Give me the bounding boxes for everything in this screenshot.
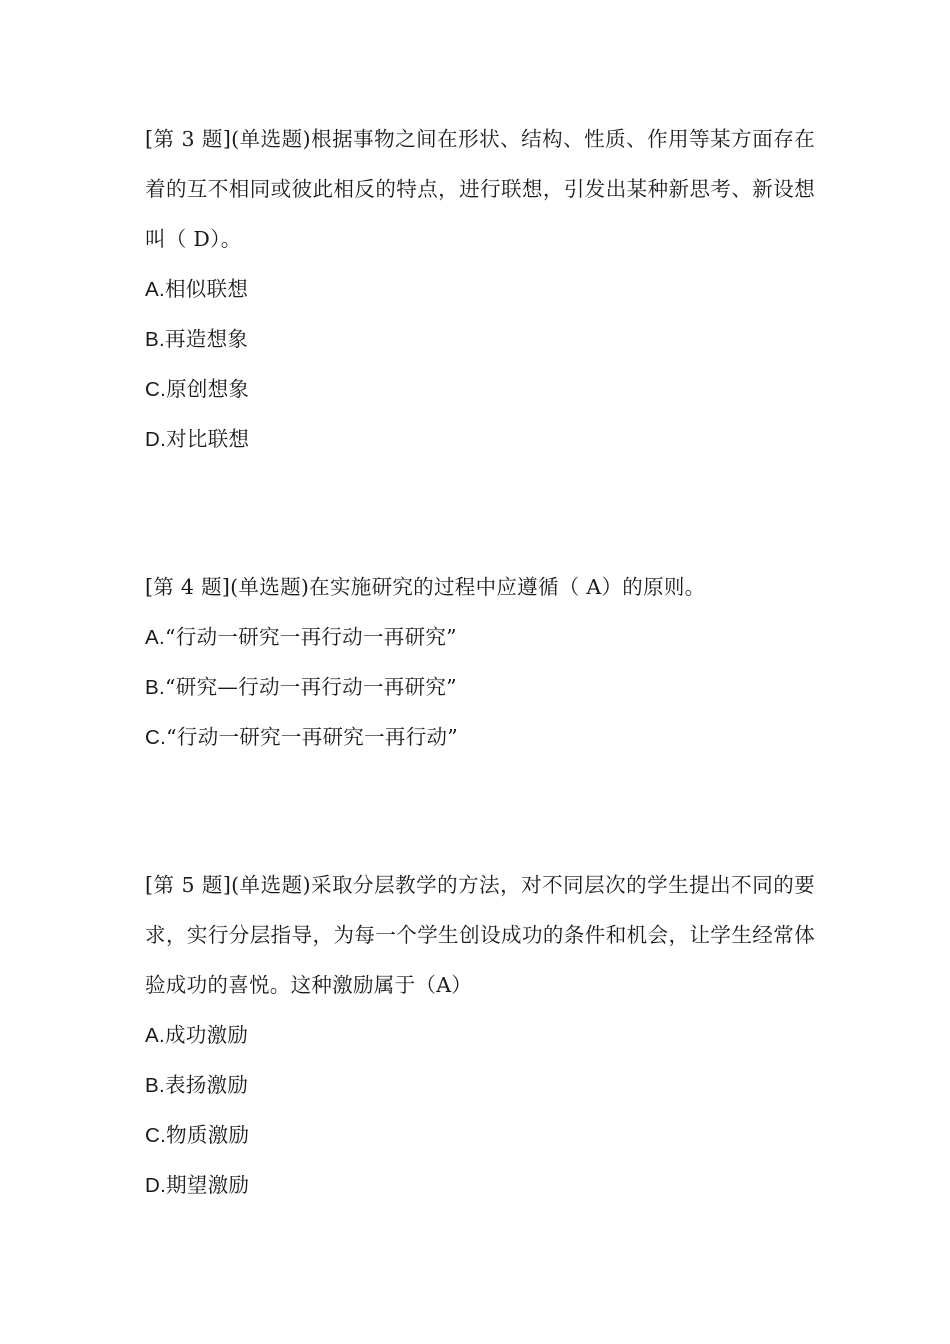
option-a (145, 612, 815, 662)
question-4-stem: [第 4 题](单选题)在实施研究的过程中应遵循（ A）的原则。 (145, 575, 706, 599)
question-5-options (145, 1010, 815, 1210)
option-text: 成功激励 (164, 1023, 249, 1047)
option-letter: C. (145, 1124, 167, 1147)
option-c (145, 1110, 815, 1160)
option-text: 表扬激励 (164, 1073, 249, 1097)
option-letter: B. (145, 1074, 165, 1097)
option-a (145, 264, 815, 314)
option-letter: A. (145, 1024, 165, 1047)
question-4-options (145, 612, 815, 762)
option-b (145, 314, 815, 364)
option-text: 再造想象 (164, 327, 249, 351)
option-text: “研究—行动一再行动一再研究” (164, 675, 457, 699)
option-text: 相似联想 (164, 277, 249, 301)
option-letter: D. (145, 1174, 167, 1197)
option-letter: D. (145, 428, 167, 451)
option-text: 原创想象 (166, 377, 250, 401)
question-3 (145, 114, 815, 464)
option-c (145, 712, 815, 762)
option-text: “行动一研究一再研究一再行动” (166, 725, 459, 749)
option-c (145, 364, 815, 414)
option-b (145, 1060, 815, 1110)
option-a (145, 1010, 815, 1060)
option-letter: B. (145, 676, 165, 699)
option-letter: A. (145, 278, 165, 301)
option-text: 对比联想 (166, 427, 250, 451)
option-letter: B. (145, 328, 165, 351)
question-5-stem: [第 5 题](单选题)采取分层教学的方法，对不同层次的学生提出不同的要求，实行分层指导，为每一个学生创设成功的条件和机会，让学生经常体验成功的喜悦。这种激励属于（A） (145, 873, 815, 997)
option-text: “行动一研究一再行动一再研究” (164, 625, 457, 649)
question-5 (145, 860, 815, 1210)
question-3-options (145, 264, 815, 464)
option-b (145, 662, 815, 712)
option-d (145, 414, 815, 464)
option-letter: C. (145, 378, 167, 401)
option-letter: A. (145, 626, 165, 649)
option-text: 物质激励 (166, 1123, 250, 1147)
question-4 (145, 562, 815, 762)
question-3-stem: [第 3 题](单选题)根据事物之间在形状、结构、性质、作用等某方面存在着的互不相同或彼此相反的特点，进行联想，引发出某种新思考、新设想叫（ D）。 (145, 127, 815, 251)
option-d (145, 1160, 815, 1210)
option-text: 期望激励 (166, 1173, 250, 1197)
option-letter: C. (145, 726, 167, 749)
